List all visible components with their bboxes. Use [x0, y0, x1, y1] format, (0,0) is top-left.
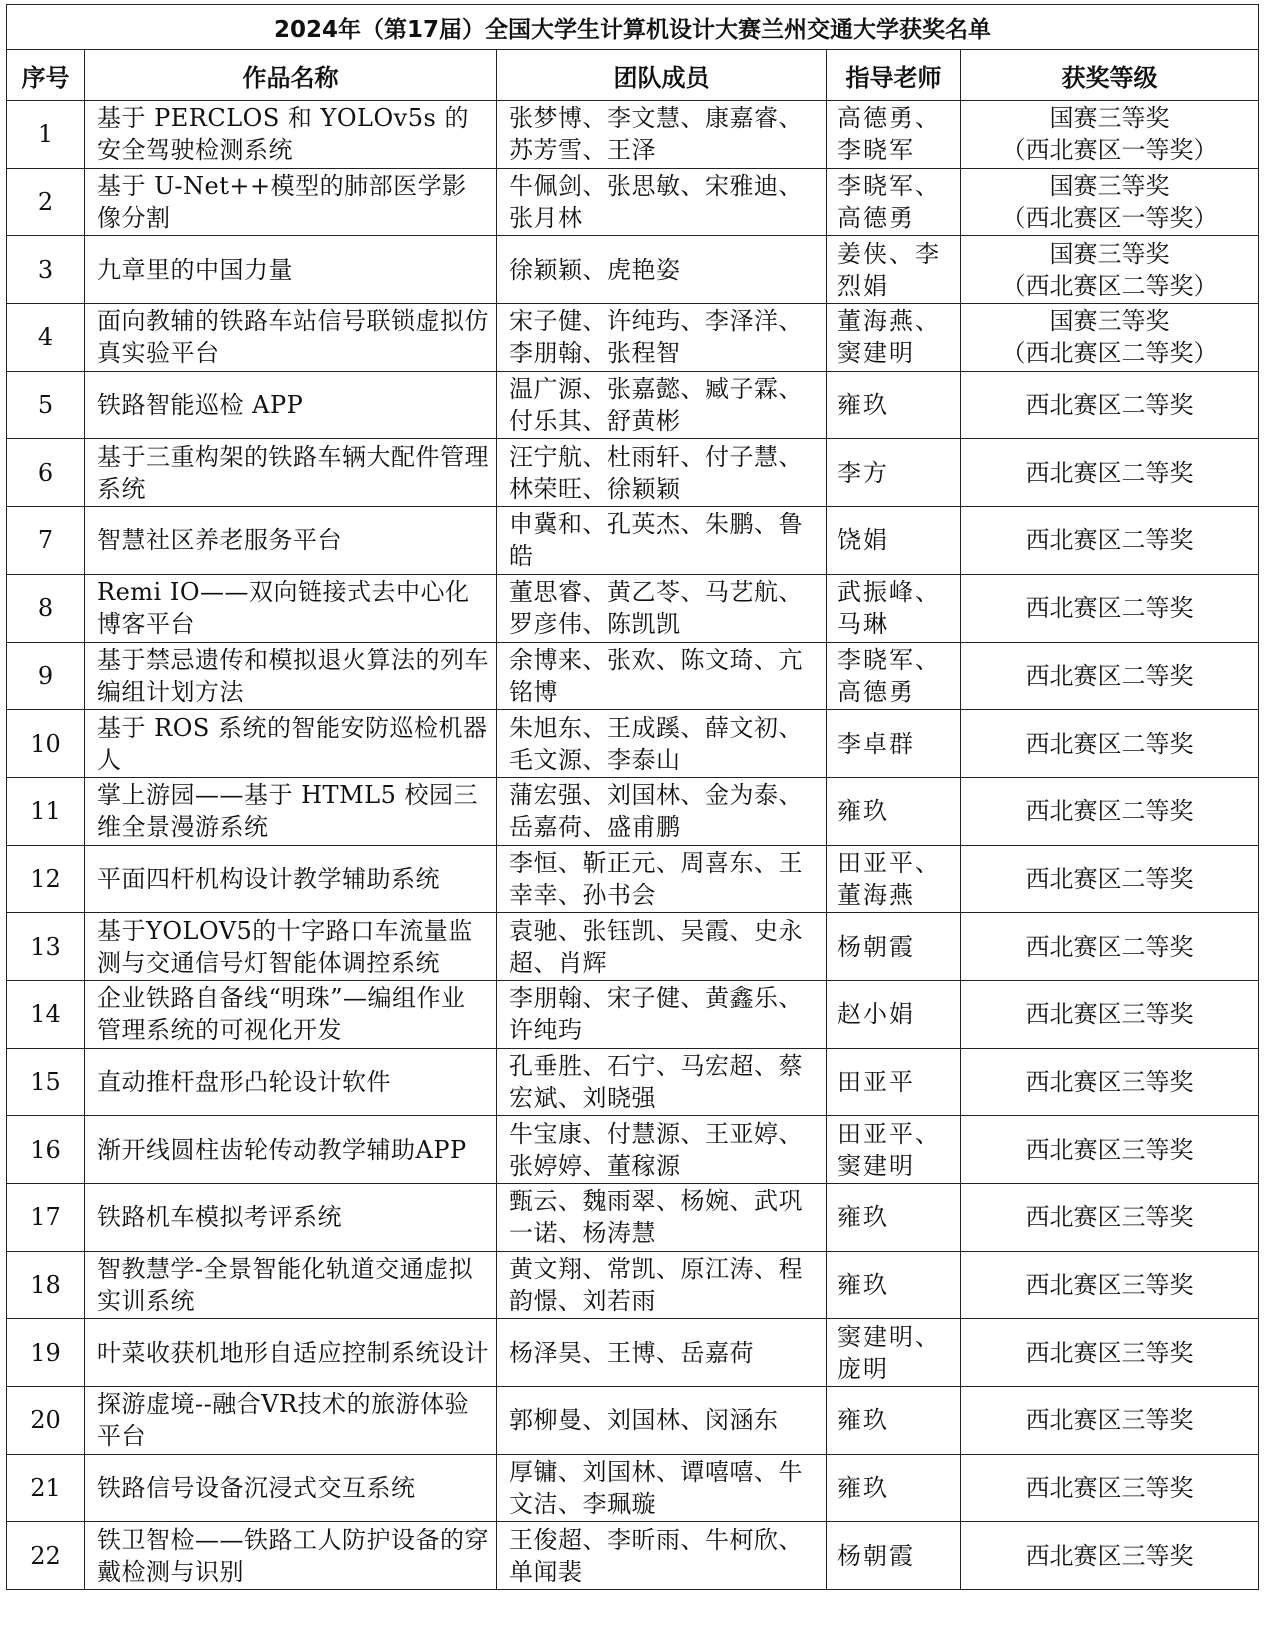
award-table	[6, 4, 1259, 1590]
row-number: 1	[7, 101, 85, 169]
team-members-cell: 牛宝康、付慧源、王亚婷、张婷婷、董稼源	[497, 1116, 827, 1184]
table-row	[7, 236, 1259, 304]
row-number: 16	[7, 1116, 85, 1184]
award-level-line: 西北赛区二等奖	[1025, 729, 1194, 758]
table-row	[7, 1048, 1259, 1116]
table-row	[7, 1251, 1259, 1319]
table-row	[7, 1522, 1259, 1590]
work-title-cell: 探游虚境--融合VR技术的旅游体验平台	[85, 1387, 497, 1455]
award-level-line: （西北赛区一等奖）	[1001, 136, 1218, 165]
advisor-cell: 饶娟	[827, 507, 961, 575]
work-title-cell: 九章里的中国力量	[85, 236, 497, 304]
table-row	[7, 507, 1259, 575]
table-title: 2024年（第17届）全国大学生计算机设计大赛兰州交通大学获奖名单	[7, 5, 1259, 50]
advisor-cell: 雍玖	[827, 1251, 961, 1319]
award-level-line: 西北赛区三等奖	[1025, 1271, 1194, 1300]
row-number: 22	[7, 1522, 85, 1590]
award-list-document	[6, 4, 1258, 1590]
table-row	[7, 371, 1259, 439]
team-members-cell: 李恒、靳正元、周喜东、王幸幸、孙书会	[497, 845, 827, 913]
advisor-cell: 杨朝霞	[827, 913, 961, 981]
team-members-cell: 张梦博、李文慧、康嘉睿、苏芳雪、王泽	[497, 101, 827, 169]
award-level-line: 国赛三等奖	[1049, 239, 1170, 268]
award-level-line: 西北赛区二等奖	[1025, 526, 1194, 555]
row-number: 12	[7, 845, 85, 913]
team-members-cell: 袁驰、张钰凯、吴霞、史永超、肖辉	[497, 913, 827, 981]
advisor-cell: 雍玖	[827, 1387, 961, 1455]
work-title-cell: 铁路信号设备沉浸式交互系统	[85, 1454, 497, 1522]
work-title-cell: 基于YOLOV5的十字路口车流量监测与交通信号灯智能体调控系统	[85, 913, 497, 981]
team-members-cell: 厚镛、刘国林、谭嘻嘻、牛文洁、李珮璇	[497, 1454, 827, 1522]
award-level-cell	[961, 1251, 1259, 1319]
work-title-cell: 铁卫智检——铁路工人防护设备的穿戴检测与识别	[85, 1522, 497, 1590]
team-members-cell: 余博来、张欢、陈文琦、亢铭博	[497, 642, 827, 710]
table-body	[7, 101, 1259, 1590]
team-members-cell: 汪宁航、杜雨轩、付子慧、林荣旺、徐颖颖	[497, 439, 827, 507]
advisor-cell: 雍玖	[827, 1184, 961, 1252]
table-row	[7, 777, 1259, 845]
award-level-cell	[961, 168, 1259, 236]
table-row	[7, 101, 1259, 169]
award-level-cell	[961, 574, 1259, 642]
award-level-line: 西北赛区三等奖	[1025, 1135, 1194, 1164]
award-level-cell	[961, 777, 1259, 845]
table-row	[7, 168, 1259, 236]
work-title-cell: 铁路机车模拟考评系统	[85, 1184, 497, 1252]
work-title-cell: 基于 ROS 系统的智能安防巡检机器人	[85, 710, 497, 778]
advisor-cell: 杨朝霞	[827, 1522, 961, 1590]
row-number: 2	[7, 168, 85, 236]
award-level-line: 西北赛区二等奖	[1025, 594, 1194, 623]
award-level-line: 西北赛区三等奖	[1025, 1203, 1194, 1232]
award-level-cell	[961, 710, 1259, 778]
award-level-cell	[961, 1522, 1259, 1590]
advisor-cell: 武振峰、马琳	[827, 574, 961, 642]
row-number: 13	[7, 913, 85, 981]
award-level-line: （西北赛区二等奖）	[1001, 271, 1218, 300]
award-level-cell	[961, 1048, 1259, 1116]
award-level-cell	[961, 371, 1259, 439]
award-level-cell	[961, 980, 1259, 1048]
row-number: 18	[7, 1251, 85, 1319]
header-team-members: 团队成员	[497, 50, 827, 101]
award-level-cell	[961, 845, 1259, 913]
table-row	[7, 642, 1259, 710]
team-members-cell: 宋子健、许纯玙、李泽洋、李朋翰、张程智	[497, 304, 827, 372]
team-members-cell: 甄云、魏雨翠、杨婉、武巩一诺、杨涛慧	[497, 1184, 827, 1252]
header-award-level: 获奖等级	[961, 50, 1259, 101]
table-row	[7, 1454, 1259, 1522]
row-number: 8	[7, 574, 85, 642]
advisor-cell: 李卓群	[827, 710, 961, 778]
header-row	[7, 50, 1259, 101]
table-row	[7, 845, 1259, 913]
advisor-cell: 高德勇、李晓军	[827, 101, 961, 169]
row-number: 20	[7, 1387, 85, 1455]
award-level-line: 西北赛区三等奖	[1025, 1474, 1194, 1503]
award-level-cell	[961, 642, 1259, 710]
table-row	[7, 710, 1259, 778]
work-title-cell: 基于三重构架的铁路车辆大配件管理系统	[85, 439, 497, 507]
team-members-cell: 徐颖颖、虎艳姿	[497, 236, 827, 304]
advisor-cell: 李方	[827, 439, 961, 507]
award-level-cell	[961, 1319, 1259, 1387]
award-level-cell	[961, 101, 1259, 169]
work-title-cell: 面向教辅的铁路车站信号联锁虚拟仿真实验平台	[85, 304, 497, 372]
advisor-cell: 李晓军、高德勇	[827, 642, 961, 710]
table-row	[7, 1387, 1259, 1455]
header-number: 序号	[7, 50, 85, 101]
award-level-cell	[961, 1454, 1259, 1522]
team-members-cell: 王俊超、李昕雨、牛柯欣、单闻裴	[497, 1522, 827, 1590]
award-level-line: 西北赛区二等奖	[1025, 864, 1194, 893]
table-row	[7, 1116, 1259, 1184]
award-level-cell	[961, 913, 1259, 981]
award-level-line: 国赛三等奖	[1049, 172, 1170, 201]
award-level-cell	[961, 1116, 1259, 1184]
team-members-cell: 温广源、张嘉懿、臧子霖、付乐其、舒黄彬	[497, 371, 827, 439]
award-level-cell	[961, 1184, 1259, 1252]
table-row	[7, 304, 1259, 372]
table-row	[7, 913, 1259, 981]
team-members-cell: 申冀和、孔英杰、朱鹏、鲁皓	[497, 507, 827, 575]
work-title-cell: 企业铁路自备线“明珠”—编组作业管理系统的可视化开发	[85, 980, 497, 1048]
award-level-line: 西北赛区三等奖	[1025, 1000, 1194, 1029]
row-number: 11	[7, 777, 85, 845]
award-level-line: 西北赛区三等奖	[1025, 1067, 1194, 1096]
award-level-line: 西北赛区三等奖	[1025, 1406, 1194, 1435]
row-number: 15	[7, 1048, 85, 1116]
award-level-cell	[961, 1387, 1259, 1455]
table-row	[7, 574, 1259, 642]
row-number: 3	[7, 236, 85, 304]
work-title-cell: 渐开线圆柱齿轮传动教学辅助APP	[85, 1116, 497, 1184]
row-number: 5	[7, 371, 85, 439]
award-level-cell	[961, 236, 1259, 304]
advisor-cell: 雍玖	[827, 1454, 961, 1522]
work-title-cell: 基于 U-Net++模型的肺部医学影像分割	[85, 168, 497, 236]
award-level-line: （西北赛区一等奖）	[1001, 204, 1218, 233]
work-title-cell: 铁路智能巡检 APP	[85, 371, 497, 439]
row-number: 21	[7, 1454, 85, 1522]
award-level-cell	[961, 507, 1259, 575]
team-members-cell: 牛佩剑、张思敏、宋雅迪、张月林	[497, 168, 827, 236]
work-title-cell: 叶菜收获机地形自适应控制系统设计	[85, 1319, 497, 1387]
team-members-cell: 郭柳曼、刘国林、闵涵东	[497, 1387, 827, 1455]
work-title-cell: 平面四杆机构设计教学辅助系统	[85, 845, 497, 913]
advisor-cell: 雍玖	[827, 371, 961, 439]
table-row	[7, 1184, 1259, 1252]
team-members-cell: 董思睿、黄乙苓、马艺航、罗彦伟、陈凯凯	[497, 574, 827, 642]
advisor-cell: 田亚平、窦建明	[827, 1116, 961, 1184]
award-level-line: 西北赛区三等奖	[1025, 1541, 1194, 1570]
work-title-cell: 智教慧学-全景智能化轨道交通虚拟实训系统	[85, 1251, 497, 1319]
advisor-cell: 窦建明、庞明	[827, 1319, 961, 1387]
award-level-line: 西北赛区二等奖	[1025, 391, 1194, 420]
row-number: 10	[7, 710, 85, 778]
advisor-cell: 李晓军、高德勇	[827, 168, 961, 236]
row-number: 17	[7, 1184, 85, 1252]
advisor-cell: 田亚平、董海燕	[827, 845, 961, 913]
team-members-cell: 孔垂胜、石宁、马宏超、蔡宏斌、刘晓强	[497, 1048, 827, 1116]
row-number: 19	[7, 1319, 85, 1387]
award-level-cell	[961, 439, 1259, 507]
advisor-cell: 雍玖	[827, 777, 961, 845]
advisor-cell: 董海燕、窦建明	[827, 304, 961, 372]
header-work-title: 作品名称	[85, 50, 497, 101]
advisor-cell: 田亚平	[827, 1048, 961, 1116]
advisor-cell: 姜侠、李烈娟	[827, 236, 961, 304]
work-title-cell: 基于禁忌遗传和模拟退火算法的列车编组计划方法	[85, 642, 497, 710]
award-level-cell	[961, 304, 1259, 372]
team-members-cell: 杨泽昊、王博、岳嘉荷	[497, 1319, 827, 1387]
award-level-line: 国赛三等奖	[1049, 104, 1170, 133]
row-number: 6	[7, 439, 85, 507]
award-level-line: 西北赛区二等奖	[1025, 797, 1194, 826]
table-row	[7, 1319, 1259, 1387]
team-members-cell: 李朋翰、宋子健、黄鑫乐、许纯玙	[497, 980, 827, 1048]
row-number: 9	[7, 642, 85, 710]
award-level-line: 西北赛区三等奖	[1025, 1338, 1194, 1367]
work-title-cell: 掌上游园——基于 HTML5 校园三维全景漫游系统	[85, 777, 497, 845]
award-level-line: 西北赛区二等奖	[1025, 458, 1194, 487]
award-level-line: 国赛三等奖	[1049, 307, 1170, 336]
advisor-cell: 赵小娟	[827, 980, 961, 1048]
work-title-cell: 智慧社区养老服务平台	[85, 507, 497, 575]
team-members-cell: 蒲宏强、刘国林、金为泰、岳嘉荷、盛甫鹏	[497, 777, 827, 845]
table-row	[7, 439, 1259, 507]
work-title-cell: Remi IO——双向链接式去中心化博客平台	[85, 574, 497, 642]
row-number: 7	[7, 507, 85, 575]
award-level-line: 西北赛区二等奖	[1025, 661, 1194, 690]
team-members-cell: 黄文翔、常凯、原江涛、程韵憬、刘若雨	[497, 1251, 827, 1319]
award-level-line: （西北赛区二等奖）	[1001, 339, 1218, 368]
header-advisor: 指导老师	[827, 50, 961, 101]
table-row	[7, 980, 1259, 1048]
row-number: 4	[7, 304, 85, 372]
work-title-cell: 直动推杆盘形凸轮设计软件	[85, 1048, 497, 1116]
row-number: 14	[7, 980, 85, 1048]
work-title-cell: 基于 PERCLOS 和 YOLOv5s 的安全驾驶检测系统	[85, 101, 497, 169]
award-level-line: 西北赛区二等奖	[1025, 932, 1194, 961]
team-members-cell: 朱旭东、王成蹊、薛文初、毛文源、李泰山	[497, 710, 827, 778]
